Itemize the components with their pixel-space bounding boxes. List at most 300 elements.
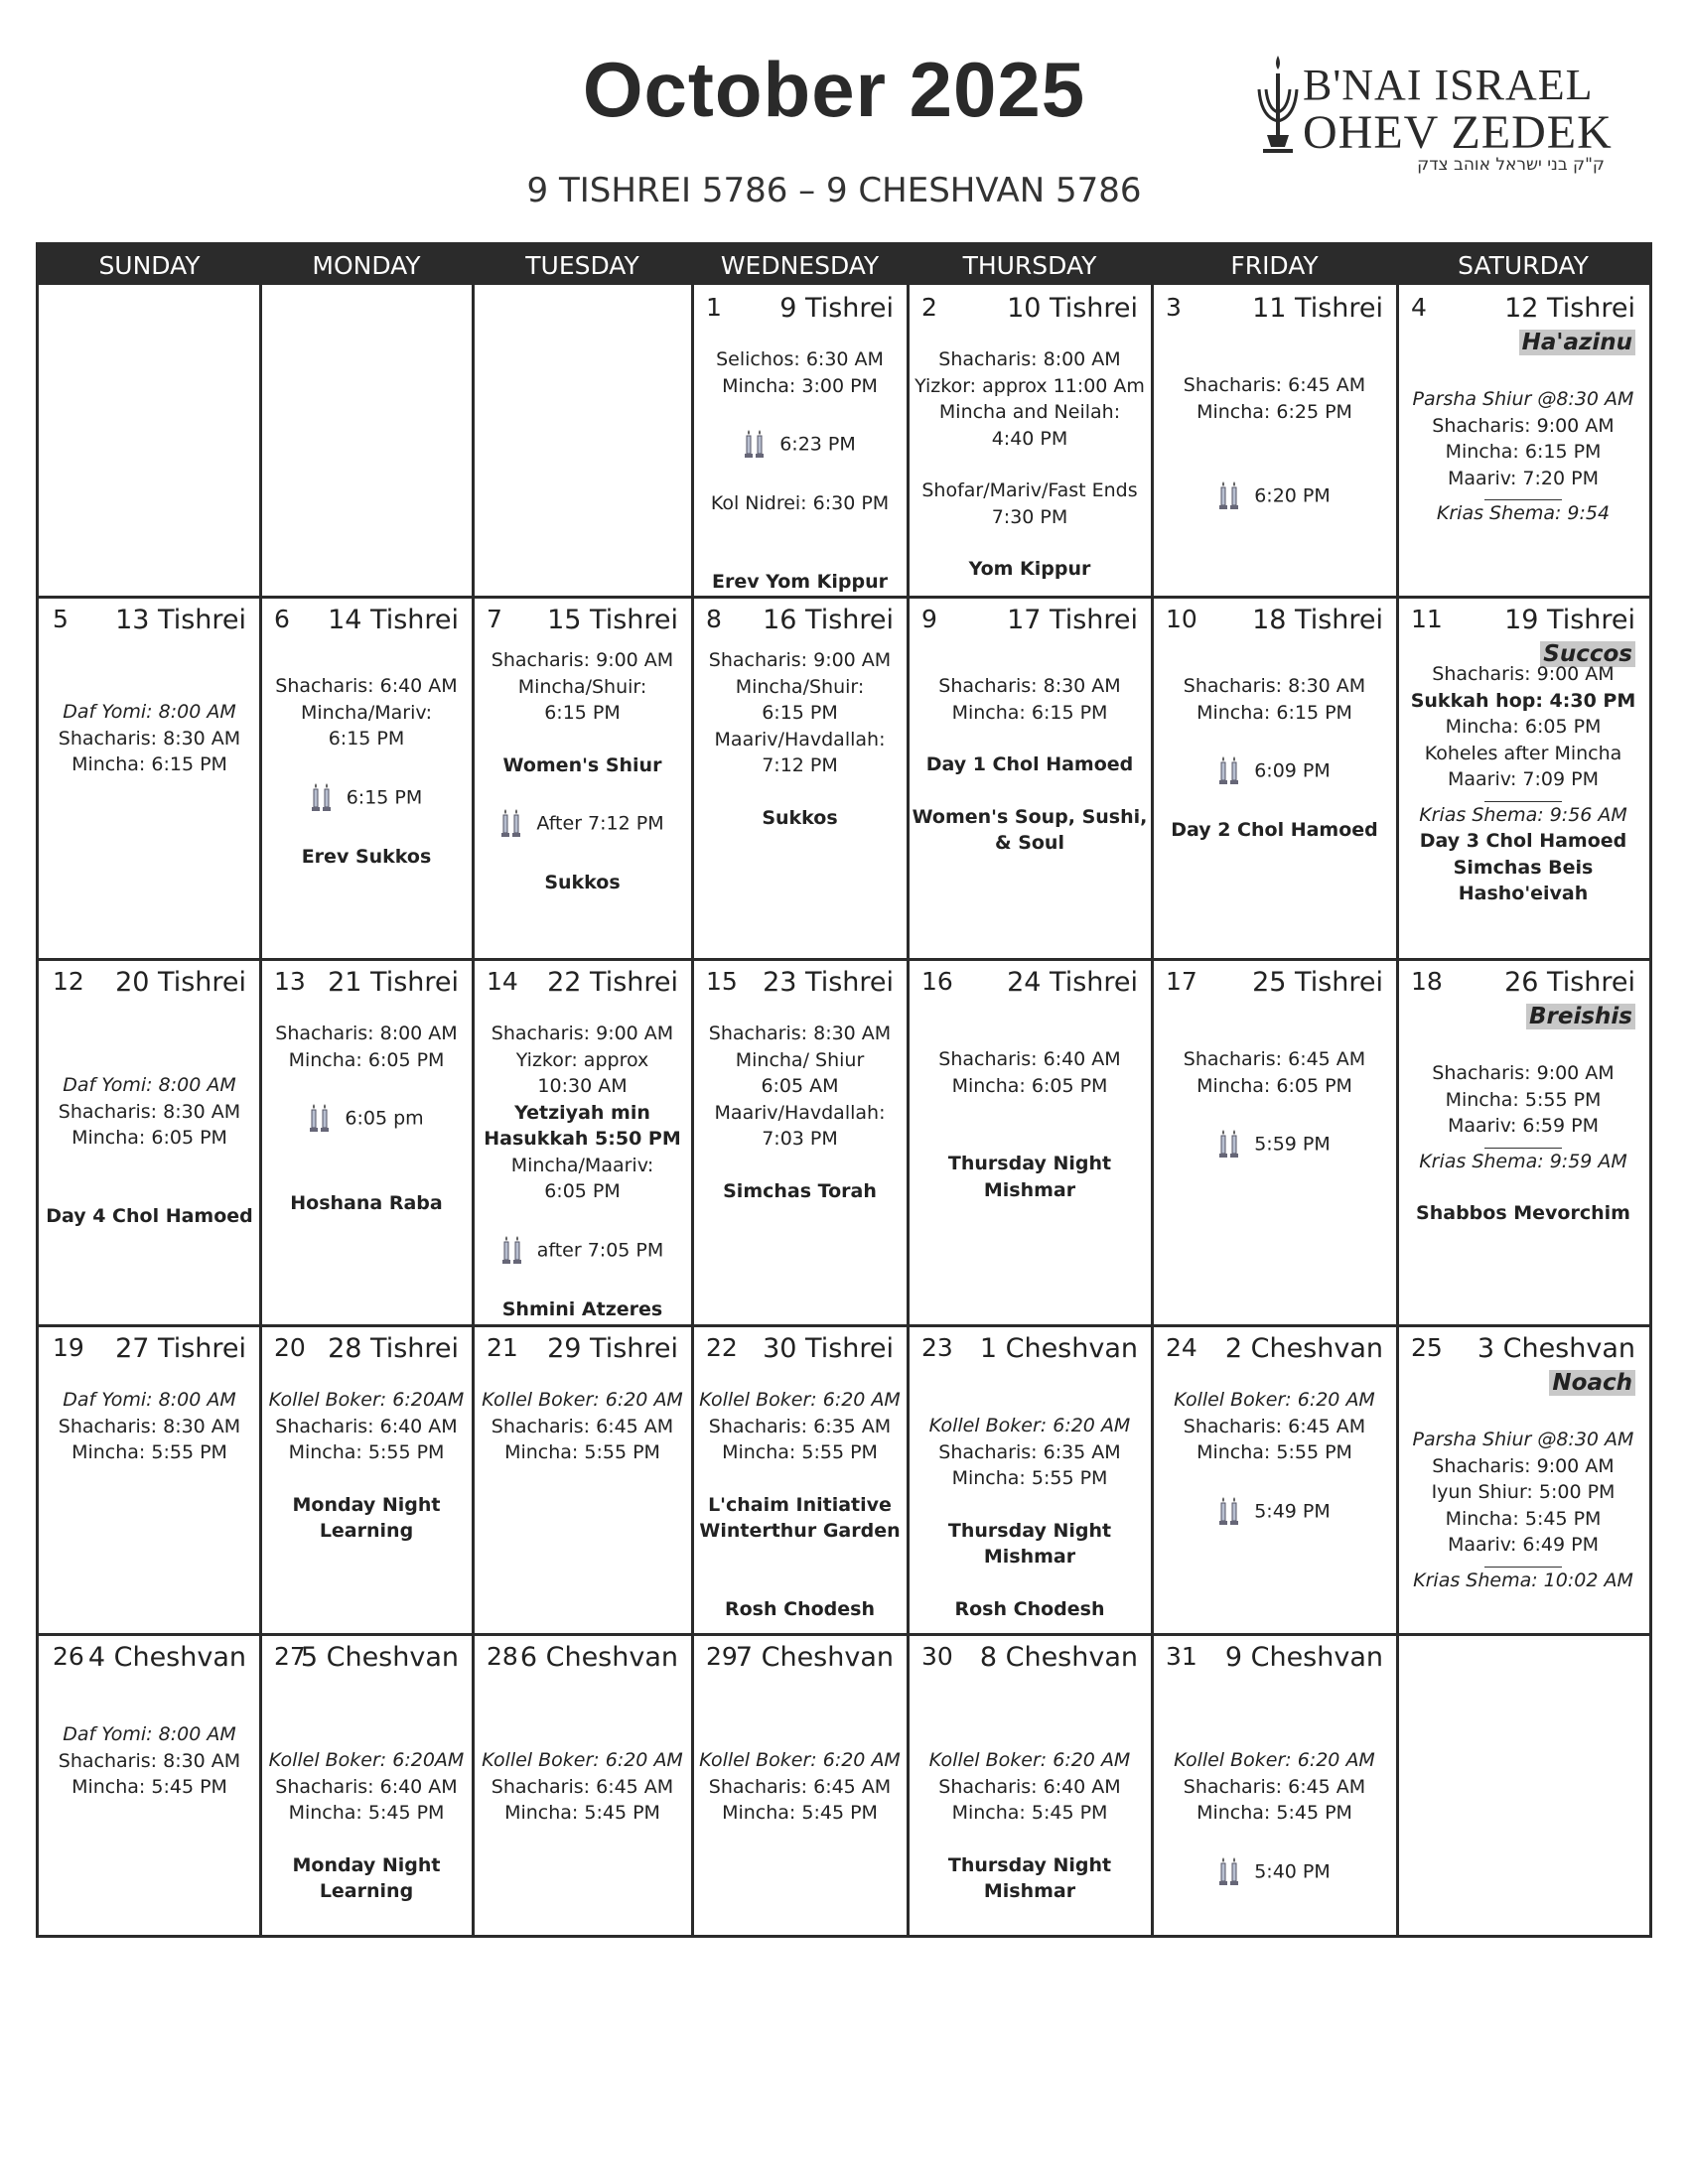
day-cell[interactable] <box>475 1327 690 1632</box>
schedule-line: Kollel Boker: 6:20 AM <box>1174 1389 1375 1411</box>
candle-lighting-time <box>475 808 690 840</box>
day-number: 1 <box>706 293 722 322</box>
day-schedule <box>1399 1401 1647 1593</box>
event-label: Day 2 Chol Hamoed <box>1171 819 1378 841</box>
candle-lighting-label: 6:15 PM <box>346 786 423 808</box>
schedule-line: Shacharis: 8:30 AM <box>58 1415 241 1437</box>
hebrew-date: 9 Tishrei <box>779 293 894 324</box>
spacer <box>694 779 906 805</box>
schedule-line: Kollel Boker: 6:20 AM <box>482 1749 683 1771</box>
candle-lighting-time <box>694 429 906 461</box>
schedule-line: Shacharis: 8:00 AM <box>275 1023 458 1044</box>
spacer <box>262 1073 471 1099</box>
spacer <box>694 1153 906 1178</box>
day-cell[interactable] <box>1399 599 1647 957</box>
schedule-line: Shacharis: 8:30 AM <box>708 1023 892 1044</box>
spacer <box>694 1570 906 1596</box>
day-schedule <box>262 1021 471 1217</box>
day-cell[interactable] <box>1399 961 1647 1323</box>
hebrew-date: 25 Tishrei <box>1252 967 1383 998</box>
menorah-icon <box>1253 56 1303 161</box>
spacer <box>262 1466 471 1492</box>
event-label: Monday Night <box>292 1853 441 1876</box>
spacer <box>1399 1034 1647 1060</box>
hebrew-date: 20 Tishrei <box>115 967 246 998</box>
day-number: 9 <box>921 605 937 633</box>
day-cell[interactable] <box>1154 961 1395 1323</box>
schedule-line: Kol Nidrei: 6:30 PM <box>710 492 890 514</box>
day-number: 5 <box>53 605 69 633</box>
spacer <box>262 1721 471 1747</box>
hebrew-date: 17 Tishrei <box>1007 605 1138 635</box>
event-label: Rosh Chodesh <box>954 1597 1105 1620</box>
schedule-line: Kollel Boker: 6:20 AM <box>699 1389 901 1411</box>
spacer <box>910 1021 1150 1046</box>
schedule-line: Maariv: 6:49 PM <box>1448 1534 1599 1556</box>
spacer <box>1154 647 1395 673</box>
event-label: Women's Soup, Sushi, <box>912 805 1148 828</box>
weekday-tuesday: TUESDAY <box>525 251 639 280</box>
spacer <box>910 452 1150 478</box>
spacer <box>1154 1099 1395 1125</box>
day-cell[interactable] <box>1399 1327 1647 1632</box>
spacer <box>1154 1827 1395 1852</box>
candle-lighting-time <box>1154 755 1395 787</box>
schedule-line: 4:40 PM <box>991 427 1068 450</box>
schedule-line: Shacharis: 9:00 AM <box>1432 414 1615 437</box>
spacer <box>1154 1466 1395 1492</box>
spacer <box>475 778 690 804</box>
event-label: Simchas Beis <box>1453 856 1594 879</box>
spacer <box>41 673 258 699</box>
day-schedule <box>1399 360 1647 527</box>
shabbat-candles-icon <box>501 1235 523 1267</box>
spacer <box>910 1827 1150 1852</box>
parsha-name: Succos <box>1540 641 1635 667</box>
schedule-line: Shacharis: 6:40 AM <box>938 1048 1121 1070</box>
day-schedule <box>1399 1034 1647 1227</box>
event-label: Thursday Night <box>947 1519 1112 1542</box>
spacer <box>1154 451 1395 477</box>
spacer <box>41 1046 258 1072</box>
event-label: Thursday Night <box>947 1153 1112 1174</box>
schedule-line: Shacharis: 9:00 AM <box>708 649 892 671</box>
spacer <box>694 399 906 425</box>
calendar-title: October 2025 <box>582 46 1086 133</box>
shabbat-candles-icon <box>1218 1496 1240 1528</box>
schedule-line: Shacharis: 8:00 AM <box>938 348 1121 370</box>
day-schedule <box>475 1387 690 1466</box>
hebrew-date: 11 Tishrei <box>1252 293 1383 324</box>
day-number: 23 <box>921 1333 953 1362</box>
event-label: Yetziyah min <box>514 1101 650 1124</box>
spacer <box>910 1570 1150 1596</box>
event-label: Erev Yom Kippur <box>711 570 889 593</box>
hebrew-date: 4 Cheshvan <box>87 1642 246 1673</box>
day-number: 27 <box>274 1642 306 1671</box>
day-cell[interactable] <box>910 287 1150 595</box>
day-cell[interactable] <box>1154 287 1395 595</box>
schedule-line: Shacharis: 6:35 AM <box>708 1415 892 1437</box>
schedule-line: Maariv: 6:59 PM <box>1448 1115 1599 1137</box>
schedule-line: Shacharis: 8:30 AM <box>58 1100 241 1123</box>
schedule-line: Mincha: 6:05 PM <box>1196 1074 1352 1097</box>
spacer <box>1399 360 1647 386</box>
spacer <box>1154 1021 1395 1046</box>
hebrew-date-range: 9 TISHREI 5786 – 9 CHESHVAN 5786 <box>526 171 1142 210</box>
event-label: Shabbos Mevorchim <box>1416 1202 1630 1224</box>
calendar-grid <box>36 242 1652 1938</box>
schedule-line: 6:05 AM <box>761 1075 839 1097</box>
day-schedule <box>41 1696 258 1801</box>
day-number: 24 <box>1166 1333 1197 1362</box>
spacer <box>910 726 1150 751</box>
day-schedule <box>910 1696 1150 1905</box>
schedule-line: Mincha: 5:45 PM <box>288 1802 445 1824</box>
schedule-line: Shofar/Mariv/Fast Ends <box>921 479 1138 501</box>
schedule-line: Mincha: 6:05 PM <box>288 1048 445 1071</box>
day-cell[interactable] <box>1154 599 1395 957</box>
event-label: & Soul <box>995 832 1064 854</box>
candle-lighting-label: 6:09 PM <box>1254 759 1331 782</box>
hebrew-date: 29 Tishrei <box>547 1333 678 1364</box>
event-label: Learning <box>319 1520 414 1542</box>
shabbat-candles-icon <box>1218 1129 1240 1160</box>
schedule-line: Daf Yomi: 8:00 AM <box>63 1074 236 1096</box>
hebrew-date: 27 Tishrei <box>115 1333 246 1364</box>
schedule-line: Mincha: 5:45 PM <box>1445 1507 1602 1530</box>
schedule-line: Shacharis: 6:45 AM <box>1183 1048 1366 1070</box>
weekday-sunday: SUNDAY <box>98 251 201 280</box>
schedule-line: Kollel Boker: 6:20AM <box>268 1749 465 1771</box>
day-number: 20 <box>274 1333 306 1362</box>
spacer <box>910 1721 1150 1747</box>
event-label: Monday Night <box>292 1493 441 1516</box>
schedule-line: Mincha: 5:55 PM <box>1196 1441 1352 1463</box>
weekday-wednesday: WEDNESDAY <box>720 251 880 280</box>
weekday-thursday: THURSDAY <box>962 251 1097 280</box>
schedule-line: Parsha Shiur @8:30 AM <box>1412 1429 1634 1450</box>
hebrew-date: 8 Cheshvan <box>979 1642 1138 1673</box>
day-cell[interactable] <box>262 1327 471 1632</box>
hebrew-date: 15 Tishrei <box>547 605 678 635</box>
event-label: Sukkah hop: 4:30 PM <box>1410 689 1636 712</box>
schedule-line: Mincha: 5:55 PM <box>288 1441 445 1463</box>
hebrew-date: 21 Tishrei <box>328 967 459 998</box>
day-cell[interactable] <box>694 287 906 595</box>
spacer <box>910 647 1150 673</box>
day-schedule <box>694 647 906 831</box>
schedule-line: Shacharis: 6:40 AM <box>275 1415 458 1437</box>
event-label: Day 1 Chol Hamoed <box>925 753 1134 775</box>
schedule-line: Kollel Boker: 6:20AM <box>268 1389 465 1411</box>
schedule-line: 6:15 PM <box>544 702 621 724</box>
schedule-line: Mincha: 6:05 PM <box>71 1127 227 1149</box>
day-cell[interactable] <box>694 599 906 957</box>
day-number: 18 <box>1411 967 1443 996</box>
schedule-line: Mincha: 6:15 PM <box>71 753 227 775</box>
schedule-line: Shacharis: 8:30 AM <box>58 727 241 750</box>
weekday-header <box>39 245 1649 285</box>
spacer <box>1399 1174 1647 1200</box>
spacer <box>910 1492 1150 1518</box>
spacer <box>41 1021 258 1046</box>
day-schedule <box>1154 1387 1395 1532</box>
day-number: 21 <box>487 1333 518 1362</box>
schedule-line: Shacharis: 9:00 AM <box>1432 1454 1615 1477</box>
event-label: Sukkos <box>762 806 838 829</box>
day-number: 31 <box>1166 1642 1197 1671</box>
schedule-line: Maariv: 7:09 PM <box>1448 768 1599 790</box>
spacer <box>694 1545 906 1570</box>
hebrew-date: 18 Tishrei <box>1252 605 1383 635</box>
day-cell[interactable] <box>262 1636 471 1933</box>
schedule-line: 6:15 PM <box>762 702 838 724</box>
candle-lighting-label: 5:49 PM <box>1254 1500 1331 1522</box>
schedule-line: 10:30 AM <box>537 1075 628 1097</box>
day-schedule <box>475 1696 690 1827</box>
schedule-line: Mincha: 5:45 PM <box>722 1802 878 1824</box>
schedule-line: Mincha: 6:15 PM <box>951 701 1108 724</box>
spacer <box>910 1696 1150 1721</box>
day-number: 3 <box>1166 293 1182 322</box>
day-cell[interactable] <box>910 1636 1150 1933</box>
schedule-line: Mincha/Maariv: <box>510 1154 654 1176</box>
schedule-line: Mincha: 6:25 PM <box>1196 400 1352 423</box>
day-schedule <box>910 1387 1150 1622</box>
schedule-line: 7:03 PM <box>762 1128 838 1150</box>
hebrew-date: 22 Tishrei <box>547 967 678 998</box>
shabbat-candles-icon <box>1218 480 1240 512</box>
spacer <box>694 1721 906 1747</box>
shabbat-candles-icon <box>309 1103 331 1135</box>
spacer <box>262 1827 471 1852</box>
schedule-line: Selichos: 6:30 AM <box>716 348 884 370</box>
day-number: 11 <box>1411 605 1443 633</box>
hebrew-date: 7 Cheshvan <box>735 1642 894 1673</box>
event-label: Mishmar <box>983 1880 1076 1902</box>
spacer <box>1154 1696 1395 1721</box>
logo-line2: OHEV ZEDEK <box>1303 106 1613 159</box>
day-number: 7 <box>487 605 502 633</box>
hebrew-date: 23 Tishrei <box>763 967 894 998</box>
event-label: Simchas Torah <box>723 1179 877 1202</box>
day-cell[interactable] <box>910 1327 1150 1632</box>
hebrew-date: 13 Tishrei <box>115 605 246 635</box>
day-schedule <box>262 1696 471 1905</box>
parsha-name: Noach <box>1549 1370 1635 1396</box>
schedule-line: Shacharis: 6:45 AM <box>1183 1415 1366 1437</box>
hebrew-date: 28 Tishrei <box>328 1333 459 1364</box>
day-cell[interactable] <box>262 961 471 1323</box>
schedule-line: Mincha/Mariv: <box>301 701 432 724</box>
schedule-line: Krias Shema: 9:54 <box>1436 502 1611 524</box>
schedule-line: 6:05 PM <box>544 1180 621 1202</box>
schedule-line: Mincha: 6:05 PM <box>1445 716 1602 738</box>
day-cell[interactable] <box>694 1327 906 1632</box>
schedule-line: Shacharis: 6:45 AM <box>491 1415 674 1437</box>
schedule-line: Shacharis: 8:30 AM <box>1183 675 1366 697</box>
schedule-line: Shacharis: 6:45 AM <box>1183 1775 1366 1798</box>
spacer <box>910 530 1150 556</box>
day-schedule <box>910 647 1150 857</box>
schedule-line: Mincha: 6:15 PM <box>1445 441 1602 463</box>
schedule-line: Maariv: 7:20 PM <box>1448 467 1599 489</box>
candle-lighting-time <box>1154 1129 1395 1160</box>
event-label: Day 3 Chol Hamoed <box>1419 830 1627 852</box>
event-label: Learning <box>319 1880 414 1902</box>
schedule-line: Mincha: 5:45 PM <box>71 1776 227 1798</box>
spacer <box>475 1696 690 1721</box>
spacer <box>262 647 471 673</box>
spacer <box>694 1696 906 1721</box>
day-number: 12 <box>53 967 84 996</box>
hebrew-date: 12 Tishrei <box>1504 293 1635 324</box>
schedule-line: Mincha: 5:45 PM <box>504 1802 660 1824</box>
weekday-monday: MONDAY <box>312 251 421 280</box>
day-cell[interactable] <box>1154 1636 1395 1933</box>
hebrew-date: 19 Tishrei <box>1504 605 1635 635</box>
day-number: 13 <box>274 967 306 996</box>
day-number: 17 <box>1166 967 1197 996</box>
spacer <box>694 1466 906 1492</box>
hebrew-date: 30 Tishrei <box>763 1333 894 1364</box>
spacer <box>910 1099 1150 1125</box>
day-cell[interactable] <box>41 961 258 1323</box>
schedule-line: Krias Shema: 10:02 AM <box>1413 1569 1633 1591</box>
spacer <box>475 1721 690 1747</box>
event-label: Sukkos <box>544 872 621 893</box>
spacer <box>1154 1721 1395 1747</box>
day-schedule <box>41 647 258 778</box>
schedule-line: Mincha: 6:05 PM <box>951 1074 1108 1097</box>
schedule-line: Shacharis: 9:00 AM <box>491 649 674 671</box>
parsha-name: Ha'azinu <box>1519 330 1635 355</box>
spacer <box>41 647 258 673</box>
event-label: Day 4 Chol Hamoed <box>46 1204 253 1227</box>
spacer <box>262 752 471 778</box>
spacer <box>694 465 906 490</box>
event-label: Erev Sukkos <box>301 845 432 868</box>
day-schedule <box>1154 1696 1395 1892</box>
day-cell[interactable] <box>1399 287 1647 595</box>
spacer <box>910 778 1150 804</box>
schedule-line: Mincha: 5:55 PM <box>1445 1088 1602 1111</box>
day-number: 10 <box>1166 605 1197 633</box>
day-cell[interactable] <box>475 1636 690 1933</box>
event-label: Women's Shiur <box>502 753 662 776</box>
schedule-line: Krias Shema: 9:59 AM <box>1419 1150 1627 1172</box>
schedule-line: Shacharis: 6:40 AM <box>275 1775 458 1798</box>
day-cell[interactable] <box>694 1636 906 1933</box>
day-number: 19 <box>53 1333 84 1362</box>
spacer <box>694 517 906 543</box>
day-number: 2 <box>921 293 937 322</box>
day-cell[interactable] <box>910 599 1150 957</box>
event-label: Hoshana Raba <box>290 1192 443 1214</box>
day-cell[interactable] <box>1154 1327 1395 1632</box>
spacer <box>262 1696 471 1721</box>
spacer <box>475 1205 690 1231</box>
shabbat-candles-icon <box>744 429 766 461</box>
schedule-line: Mincha/ Shiur <box>735 1048 865 1071</box>
spacer <box>694 543 906 569</box>
schedule-line: Koheles after Mincha <box>1424 742 1622 764</box>
day-cell[interactable] <box>41 599 258 957</box>
logo-line1: B'NAI ISRAEL <box>1303 61 1594 109</box>
spacer <box>1154 791 1395 817</box>
shabbat-candles-icon <box>500 808 522 840</box>
spacer <box>262 1164 471 1190</box>
schedule-line: Shacharis: 6:45 AM <box>491 1775 674 1798</box>
day-schedule <box>694 1696 906 1827</box>
day-cell[interactable] <box>41 1327 258 1632</box>
candle-lighting-label: after 7:05 PM <box>536 1239 664 1261</box>
day-number: 26 <box>53 1642 84 1671</box>
day-number: 16 <box>921 967 953 996</box>
day-number: 15 <box>706 967 738 996</box>
event-label: Hasho'eivah <box>1458 883 1589 904</box>
schedule-line: Kollel Boker: 6:20 AM <box>1174 1749 1375 1771</box>
event-label: Mishmar <box>983 1178 1076 1201</box>
hebrew-date: 26 Tishrei <box>1504 967 1635 998</box>
day-number: 4 <box>1411 293 1427 322</box>
event-label: Hasukkah 5:50 PM <box>484 1128 681 1150</box>
spacer <box>1154 346 1395 372</box>
event-label: Rosh Chodesh <box>725 1597 875 1620</box>
hebrew-date: 1 Cheshvan <box>979 1333 1138 1364</box>
spacer <box>41 1152 258 1177</box>
day-cell[interactable] <box>262 599 471 957</box>
schedule-line: Shacharis: 6:45 AM <box>708 1775 892 1798</box>
spacer <box>475 727 690 752</box>
schedule-line: 7:12 PM <box>762 754 838 776</box>
schedule-line: Maariv/Havdallah: <box>714 1101 886 1124</box>
day-cell[interactable] <box>475 599 690 957</box>
event-label: Yom Kippur <box>968 558 1091 580</box>
shabbat-candles-icon <box>311 782 333 814</box>
hebrew-date: 24 Tishrei <box>1007 967 1138 998</box>
schedule-line: Mincha: 5:45 PM <box>1196 1802 1352 1824</box>
day-number: 14 <box>487 967 518 996</box>
spacer <box>475 1271 690 1297</box>
synagogue-logo <box>1253 52 1630 179</box>
schedule-line: Iyun Shiur: 5:00 PM <box>1431 1481 1616 1503</box>
day-cell[interactable] <box>694 961 906 1323</box>
schedule-line: Shacharis: 9:00 AM <box>1432 1062 1615 1084</box>
day-schedule <box>41 1387 258 1466</box>
day-number: 8 <box>706 605 722 633</box>
event-label: Thursday Night <box>947 1853 1112 1876</box>
weekday-friday: FRIDAY <box>1230 251 1319 280</box>
spacer <box>1399 1401 1647 1427</box>
spacer <box>910 1387 1150 1413</box>
day-schedule <box>475 647 690 896</box>
day-schedule <box>910 1021 1150 1203</box>
hebrew-date: 3 Cheshvan <box>1477 1333 1635 1364</box>
day-cell[interactable] <box>910 961 1150 1323</box>
day-schedule <box>262 1387 471 1545</box>
schedule-line: Maariv/Havdallah: <box>714 728 886 751</box>
schedule-line: Shacharis: 8:30 AM <box>938 675 1121 697</box>
day-cell[interactable] <box>41 1636 258 1933</box>
day-schedule <box>694 346 906 595</box>
hebrew-date: 6 Cheshvan <box>519 1642 678 1673</box>
spacer <box>1154 726 1395 751</box>
schedule-line: Mincha and Neilah: <box>938 401 1121 423</box>
schedule-line: Mincha: 3:00 PM <box>722 374 878 397</box>
day-cell[interactable] <box>475 961 690 1323</box>
